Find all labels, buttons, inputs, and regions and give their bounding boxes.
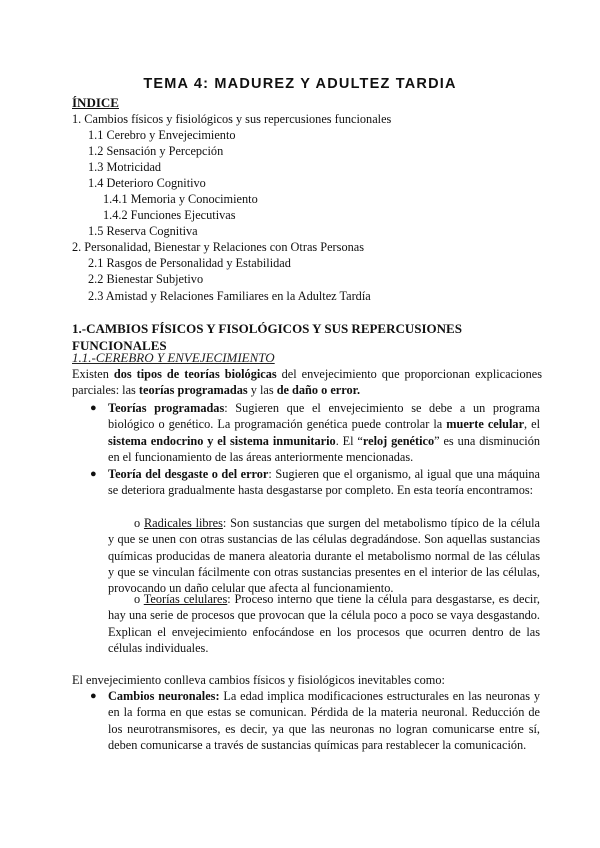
sub-celulares: o Teorías celulares: Proceso interno que tiene la célula para desgastarse, es decir, hay una serie de procesos que provocan que la célula poco a poco se vaya desgastando. Explican el envejecimiento enfocándose en los procesos que ocurren dentro de las células individuales. (108, 592, 540, 655)
toc-item: 2.2 Bienestar Subjetivo (88, 272, 204, 286)
toc-item: 2.3 Amistad y Relaciones Familiares en la Adultez Tardía (88, 289, 371, 303)
bullet-icon: ● (90, 468, 97, 480)
toc-item: 2. Personalidad, Bienestar y Relaciones con Otras Personas (72, 240, 364, 254)
toc-heading: ÍNDICE (72, 95, 119, 110)
subsection-heading: 1.1.-CEREBRO Y ENVEJECIMIENTO (72, 350, 275, 365)
toc-item: 1. Cambios físicos y fisiológicos y sus repercusiones funcionales (72, 112, 392, 126)
toc-item: 1.4.2 Funciones Ejecutivas (103, 208, 236, 222)
bullet-icon: ● (90, 402, 97, 414)
toc-item: 1.3 Motricidad (88, 160, 162, 174)
toc-item: 1.4 Deterioro Cognitivo (88, 176, 206, 190)
sub-radicales: o Radicales libres: Son sustancias que surgen del metabolismo típico de la célula y que se unen con otras sustancias de las células degradándose. Son aquellas sustancias químicas producidas de manera aleatoria durante el metabolismo normal de las células y que se vinculan fácilmente con otras sustancias presentes en el interior de las células, provocando un daño celular que afecta al funcionamiento. (108, 516, 540, 596)
intro-paragraph: Existen dos tipos de teorías biológicas del envejecimiento que proporcionan explicaciones parciales: las teorías programadas y las de daño o error. (72, 367, 542, 398)
toc-item: 1.1 Cerebro y Envejecimiento (88, 128, 236, 142)
bullet-desgaste: Teoría del desgaste o del error: Sugieren que el organismo, al igual que una máquina se deteriora gradualmente hasta desgastarse por completo. En esta teoría encontramos: (108, 467, 540, 498)
toc-item: 1.4.1 Memoria y Conocimiento (103, 192, 258, 206)
bullet-icon: ● (90, 690, 97, 702)
page-title: TEMA 4: MADUREZ Y ADULTEZ TARDIA (143, 76, 457, 92)
section-heading: 1.-CAMBIOS FÍSICOS Y FISOLÓGICOS Y SUS REPERCUSIONES FUNCIONALES (72, 321, 462, 353)
toc-item: 1.5 Reserva Cognitiva (88, 224, 198, 238)
toc-item: 1.2 Sensación y Percepción (88, 144, 224, 158)
bullet-neuronales: Cambios neuronales: La edad implica modificaciones estructurales en las neuronas y en la forma en que estas se comunican. Pérdida de la materia neuronal. Reducción de los neurotransmisores, es decir, ya que las neuronas no logran comunicarse entre sí, deben comunicarse a través de sustancias químicas para restablecer la comunicación. (108, 689, 540, 752)
paragraph-cambios: El envejecimiento conlleva cambios físicos y fisiológicos inevitables como: (72, 673, 445, 687)
bullet-programadas: Teorías programadas: Sugieren que el envejecimiento se debe a un programa biológico o genético. La programación genética puede controlar la muerte celular, el sistema endocrino y el sistema inmunitario. El “reloj genético” es una disminución en el funcionamiento de las áreas anteriormente mencionadas. (108, 401, 540, 464)
toc-item: 2.1 Rasgos de Personalidad y Estabilidad (88, 256, 291, 270)
